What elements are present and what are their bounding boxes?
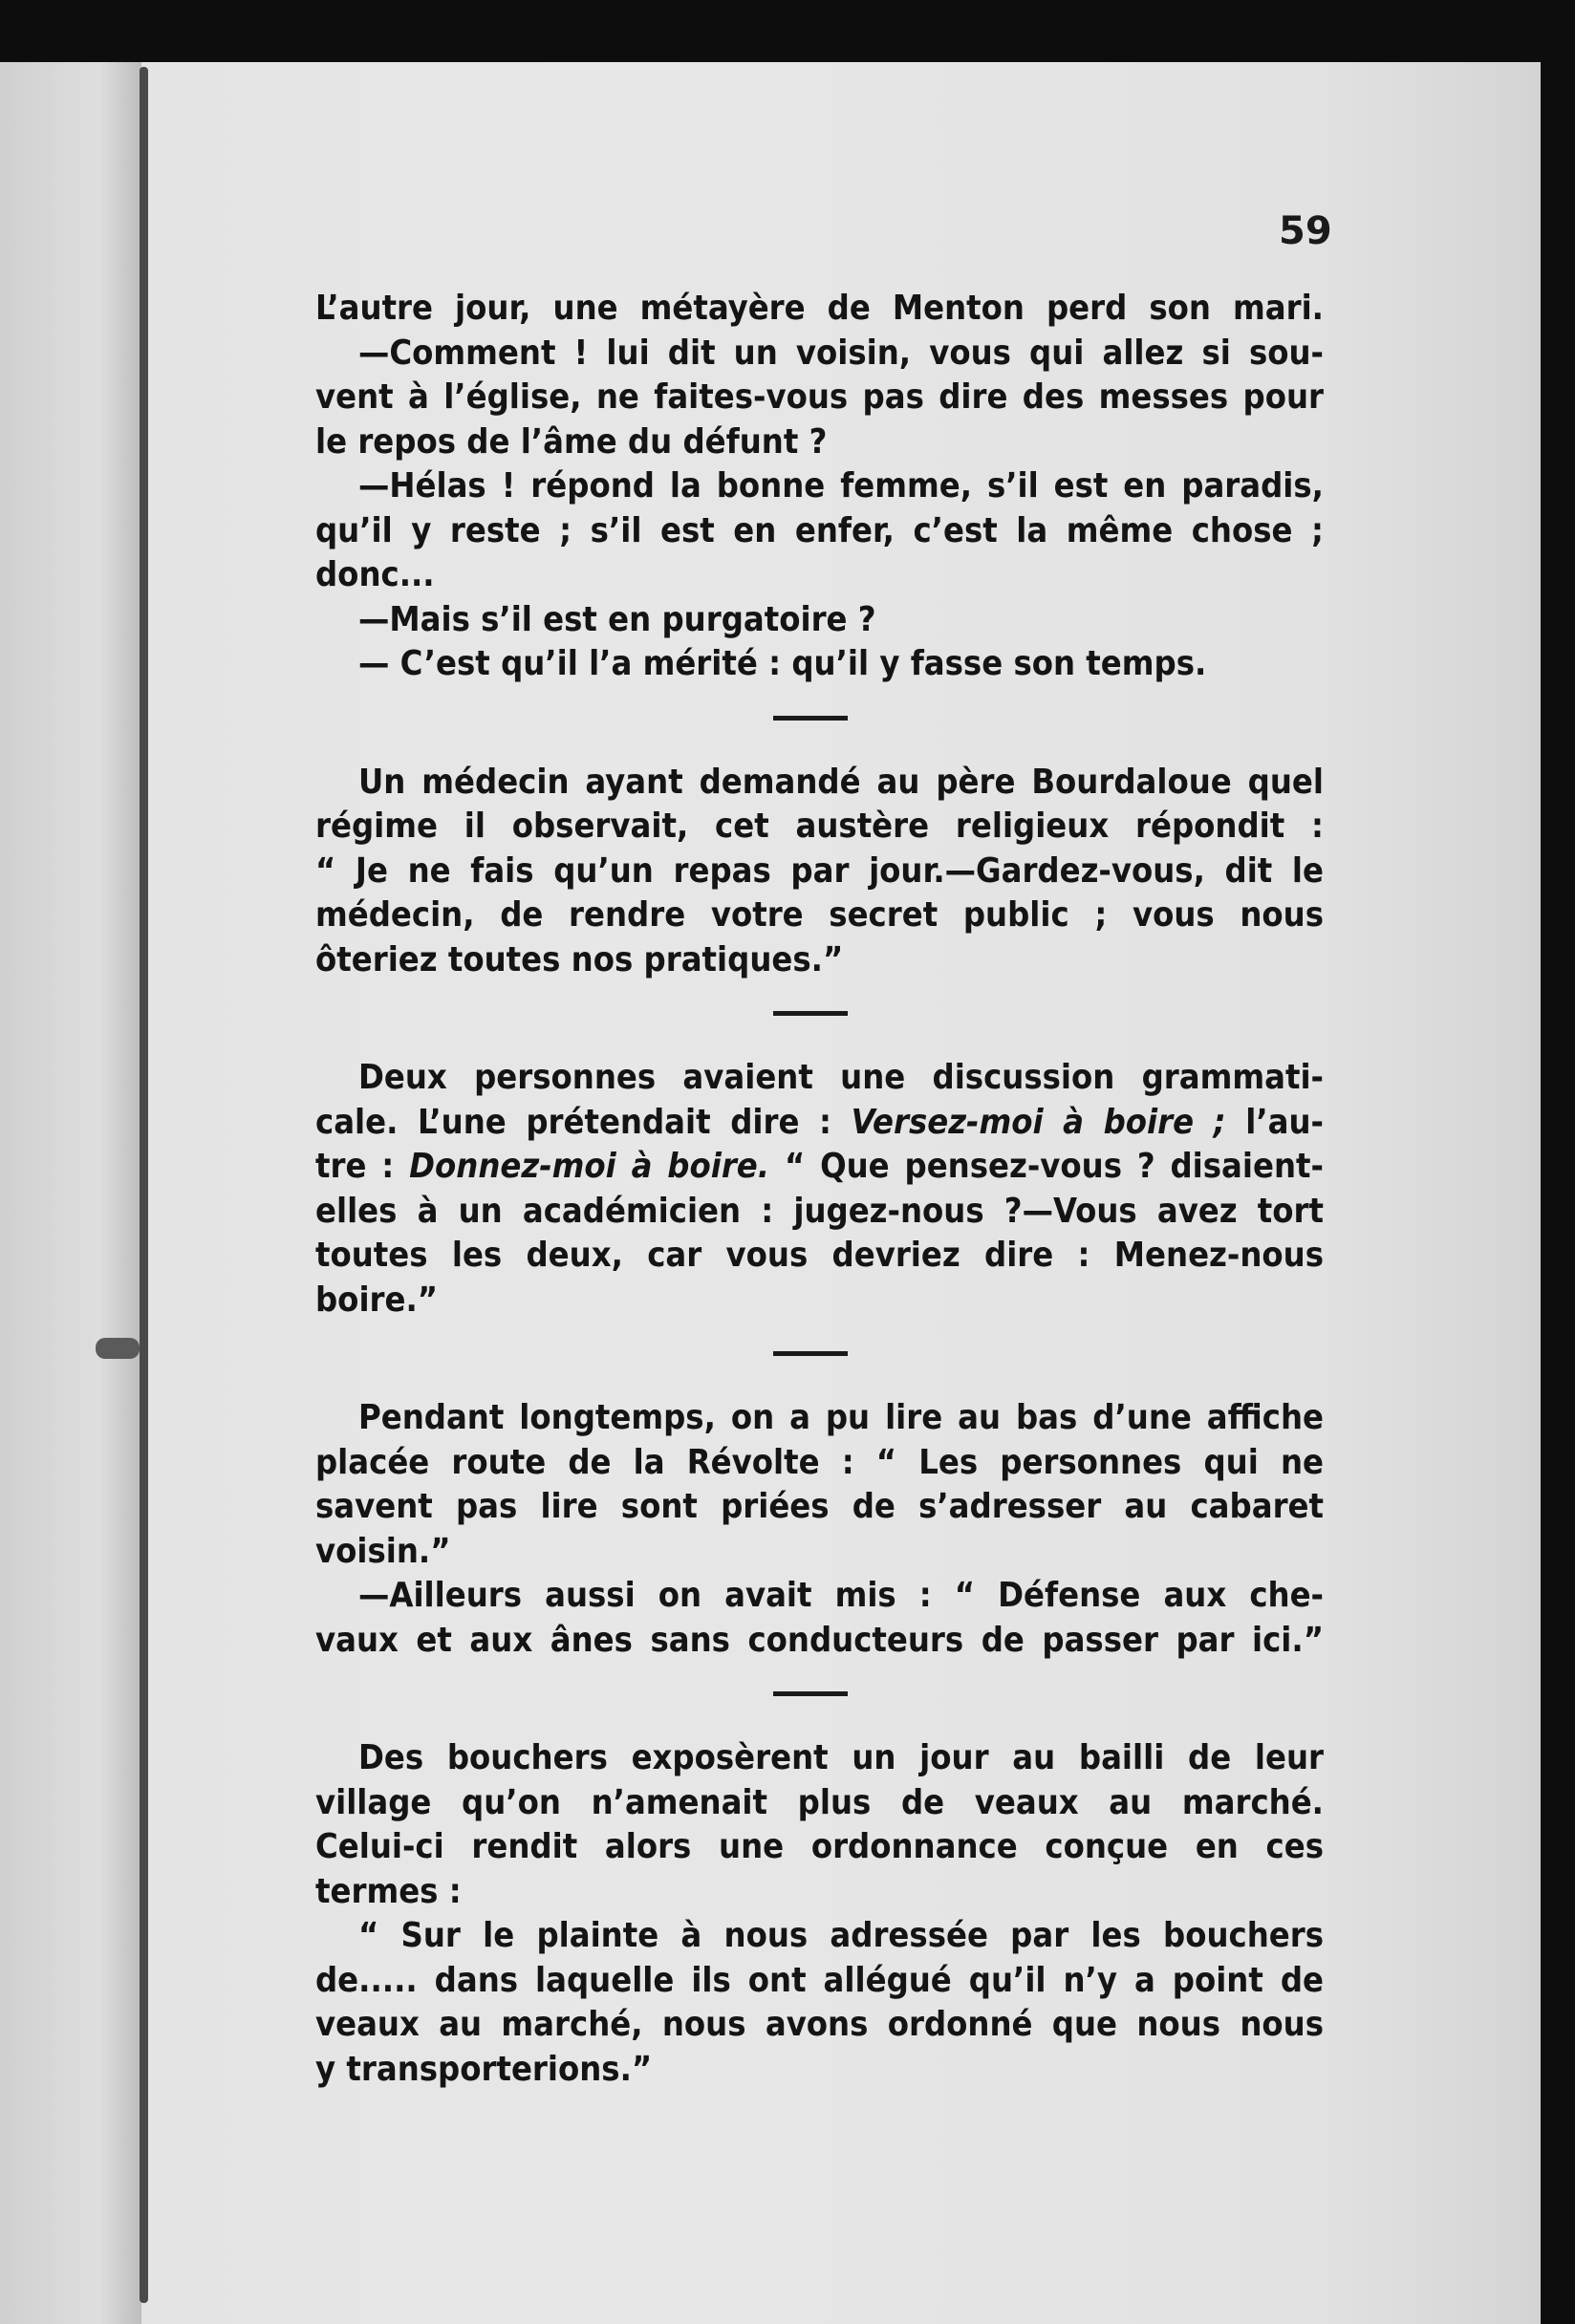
text-line: toutes les deux, car vous devriez dire : Menez-nous [315,1236,1324,1275]
anecdote-widow [315,287,1324,687]
text-fragment: cale. L’une prétendait dire : [315,1102,831,1142]
text-line: régime il observait, cet austère religieux répondit : [315,807,1324,846]
text-line: donc... [315,555,435,594]
section-separator [773,1691,848,1696]
text-line: “ Je ne fais qu’un repas par jour.—Gardez-vous, dit le [315,850,1324,891]
text-line: —Mais s’il est en purgatoire ? [358,599,876,639]
text-fragment: “ Que pensez-vous ? disaient- [784,1147,1324,1186]
text-line: “ Sur le plainte à nous adressée par les bouchers [358,1916,1324,1955]
section-separator [773,1011,848,1016]
anecdote-bourdaloue [315,761,1324,983]
text-line: qu’il y reste ; s’il est en enfer, c’est la même chose ; [315,510,1324,550]
text-fragment: tre : [315,1147,395,1186]
text-line: veaux au marché, nous avons ordonné que nous nous [315,2005,1324,2044]
page-number: 59 [1279,209,1332,253]
text-line: village qu’on n’amenait plus de veaux au marché. [315,1782,1324,1822]
section-separator [773,716,848,721]
binding-gutter [140,67,148,2303]
text-line: boire.” [315,1280,439,1320]
text-line: voisin.” [315,1531,451,1571]
text-line: —Comment ! lui dit un voisin, vous qui allez si sou- [358,333,1324,373]
text-line: savent pas lire sont priées de s’adresser au cabaret [315,1487,1324,1526]
facing-page-edge [0,62,141,2324]
section-separator [773,1351,848,1356]
text-line: Pendant longtemps, on a pu lire au bas d’une affiche [358,1398,1324,1437]
text-line: médecin, de rendre votre secret public ; vous nous [315,895,1324,935]
text-line: elles à un académicien : jugez-nous ?—Vous avez tort [315,1191,1324,1231]
text-line: L’autre jour, une métayère de Menton perd son mari. [315,289,1324,328]
text-line: —Hélas ! répond la bonne femme, s’il est en paradis, [358,466,1324,506]
text-line [315,1145,1324,1190]
text-line: —Ailleurs aussi on avait mis : “ Défense aux che- [358,1576,1324,1615]
text-line: placée route de la Révolte : “ Les personnes qui ne [315,1442,1324,1482]
text-line [315,1101,1324,1146]
text-line: Deux personnes avaient une discussion grammati- [358,1058,1324,1097]
text-line: termes : [315,1871,462,1911]
text-line: Des bouchers exposèrent un jour au bailli de leur [358,1738,1324,1777]
text-line: vent à l’église, ne faites-vous pas dire des messes pour [315,377,1324,417]
anecdote-grammar [315,1056,1324,1323]
page-text [315,287,1324,2092]
text-line: le repos de l’âme du défunt ? [315,421,828,462]
text-line: ôteriez toutes nos pratiques.” [315,939,844,979]
binding-stitch [96,1338,140,1359]
text-line: vaux et aux ânes sans conducteurs de passer par ici.” [315,1620,1324,1660]
text-fragment: l’au- [1245,1102,1324,1142]
italic-phrase: Donnez-moi à boire. [409,1147,770,1186]
anecdote-poster [315,1396,1324,1663]
text-line: Celui-ci rendit alors une ordonnance conçue en ces [315,1827,1324,1866]
text-line: — C’est qu’il l’a mérité : qu’il y fasse son temps. [358,644,1207,683]
text-line: Un médecin ayant demandé au père Bourdaloue quel [358,762,1324,802]
text-line: y transporterions.” [315,2049,653,2089]
italic-phrase: Versez-moi à boire ; [851,1102,1226,1142]
text-line: de..... dans laquelle ils ont allégué qu’il n’y a point de [315,1960,1324,2000]
anecdote-butchers [315,1736,1324,2092]
